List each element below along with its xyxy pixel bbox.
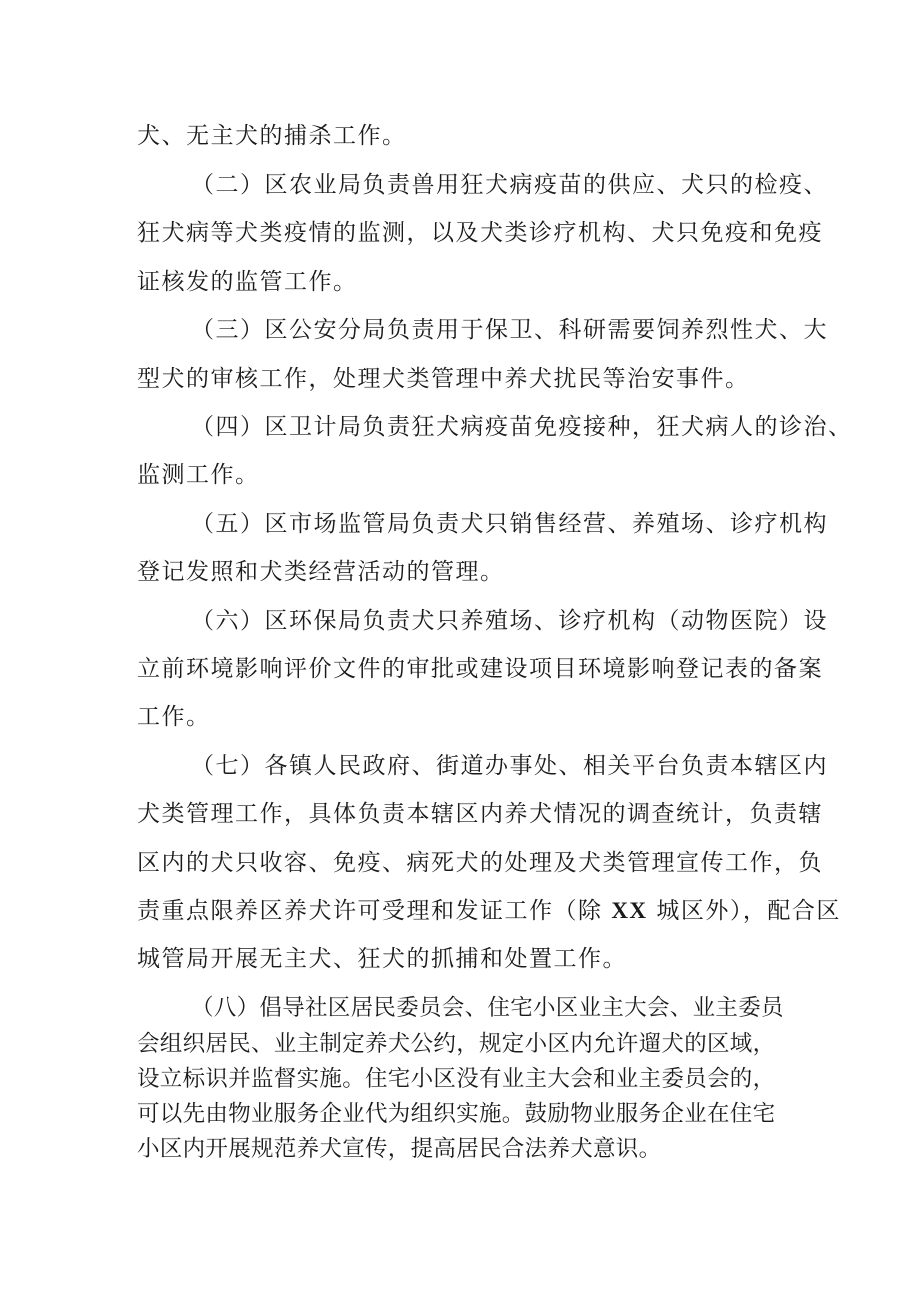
paragraph-8-line-3: 设立标识并监督实施。住宅小区没有业主大会和业主委员会的，	[137, 1066, 776, 1092]
paragraph-6-line-1: （六）区环保局负责犬只养殖场、诊疗机构（动物医院）设	[191, 608, 828, 634]
paragraph-4-line-2: 监测工作。	[137, 462, 260, 488]
paragraph-7-line-1: （七）各镇人民政府、街道办事处、相关平台负责本辖区内	[191, 753, 828, 779]
text-run: 城区外），配合区	[656, 898, 841, 924]
paragraph-2-line-2: 狂犬病等犬类疫情的监测，以及犬类诊疗机构、犬只免疫和免疫	[137, 220, 823, 246]
text-run: 责重点限养区养犬许可受理和发证工作（除	[137, 898, 603, 924]
redacted-place-name: XX	[611, 898, 648, 923]
paragraph-7-line-4	[137, 896, 841, 926]
paragraph-4-line-1: （四）区卫计局负责狂犬病疫苗免疫接种，狂犬病人的诊治、	[191, 414, 853, 440]
paragraph-5-line-2: 登记发照和犬类经营活动的管理。	[137, 559, 505, 585]
paragraph-8-line-4: 可以先由物业服务企业代为组织实施。鼓励物业服务企业在住宅	[137, 1101, 776, 1127]
paragraph-7-line-2: 犬类管理工作，具体负责本辖区内养犬情况的调查统计，负责辖	[137, 801, 823, 827]
paragraph-3-line-1: （三）区公安分局负责用于保卫、科研需要饲养烈性犬、大	[191, 317, 828, 343]
paragraph-2-line-1: （二）区农业局负责兽用狂犬病疫苗的供应、犬只的检疫、	[191, 172, 828, 198]
paragraph-7-line-3: 区内的犬只收容、免疫、病死犬的处理及犬类管理宣传工作，负	[137, 850, 823, 876]
paragraph-2-line-3: 证核发的监管工作。	[137, 269, 358, 295]
text-line: 犬、无主犬的捕杀工作。	[137, 123, 407, 149]
paragraph-5-line-1: （五）区市场监管局负责犬只销售经营、养殖场、诊疗机构	[191, 511, 828, 537]
paragraph-3-line-2: 型犬的审核工作，处理犬类管理中养犬扰民等治安事件。	[137, 366, 750, 392]
paragraph-6-line-2: 立前环境影响评价文件的审批或建设项目环境影响登记表的备案	[137, 656, 823, 682]
paragraph-7-line-5: 城管局开展无主犬、狂犬的抓捕和处置工作。	[137, 946, 627, 972]
paragraph-6-line-3: 工作。	[137, 704, 211, 730]
paragraph-8-line-1: （八）倡导社区居民委员会、住宅小区业主大会、业主委员	[191, 995, 784, 1021]
paragraph-8-line-5: 小区内开展规范养犬宣传，提高居民合法养犬意识。	[137, 1136, 662, 1162]
paragraph-8-line-2: 会组织居民、业主制定养犬公约，规定小区内允许遛犬的区域，	[137, 1031, 776, 1057]
